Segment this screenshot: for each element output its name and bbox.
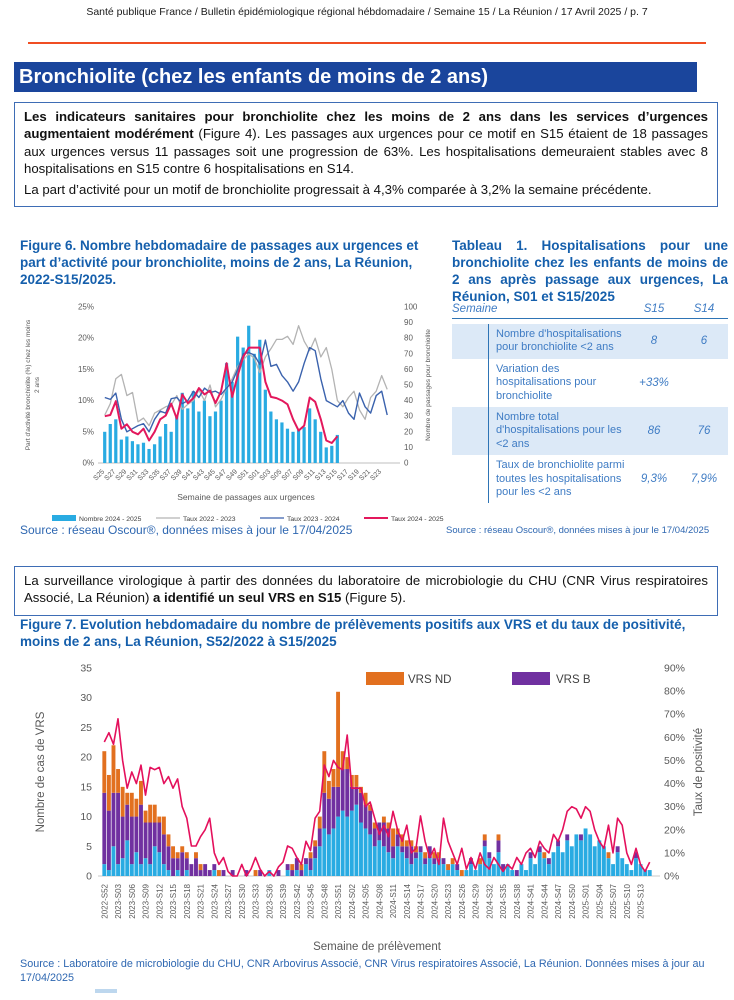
figure7-title: Figure 7. Evolution hebdomadaire du nombre de prélèvements positifs aux VRS et du taux de positivité, moins de 2 ans, La Réunion, S52/2022 à S15/2025 <box>20 617 686 650</box>
svg-text:2023-S12: 2023-S12 <box>155 884 165 919</box>
svg-text:35: 35 <box>80 662 92 675</box>
svg-text:2023-S03: 2023-S03 <box>114 884 124 919</box>
svg-text:Semaine de prélèvement: Semaine de prélèvement <box>313 941 441 953</box>
svg-text:2023-S27: 2023-S27 <box>224 884 234 919</box>
table-row <box>452 455 728 503</box>
svg-text:90%: 90% <box>664 662 686 675</box>
row-s15-value: 9,3% <box>640 473 668 486</box>
svg-text:2024-S38: 2024-S38 <box>512 884 522 919</box>
svg-text:20%: 20% <box>77 333 94 343</box>
table-row <box>452 324 728 359</box>
svg-text:2024-S14: 2024-S14 <box>402 884 412 919</box>
table-header-s14: S14 <box>693 303 715 315</box>
svg-text:2024-S20: 2024-S20 <box>430 884 440 919</box>
svg-text:2023-S30: 2023-S30 <box>237 884 247 919</box>
svg-text:S15: S15 <box>325 468 339 483</box>
svg-text:2025-S13: 2025-S13 <box>636 884 646 919</box>
svg-text:2024-S35: 2024-S35 <box>499 884 509 919</box>
svg-text:S21: S21 <box>358 468 373 483</box>
svg-text:2025-S01: 2025-S01 <box>581 884 591 919</box>
fig7-stacked-bars <box>102 692 651 876</box>
svg-text:0: 0 <box>404 458 409 468</box>
tableau1-title: Tableau 1. Hospitalisations pour une bronchiolite chez les enfants de moins de 2 ans après passage aux urgences, La Réunion, S01 et S15/2025 <box>452 238 728 305</box>
svg-text:S39: S39 <box>169 468 184 483</box>
svg-text:S29: S29 <box>114 468 129 483</box>
svg-text:40%: 40% <box>664 778 686 791</box>
svg-text:2024-S44: 2024-S44 <box>540 884 550 919</box>
svg-text:2023-S45: 2023-S45 <box>306 884 316 919</box>
svg-text:2024-S50: 2024-S50 <box>567 884 577 919</box>
svg-text:25: 25 <box>80 721 92 734</box>
svg-text:25%: 25% <box>77 302 94 312</box>
svg-text:S33: S33 <box>136 468 151 483</box>
svg-text:2023-S24: 2023-S24 <box>210 884 220 919</box>
svg-text:VRS ND: VRS ND <box>408 674 452 686</box>
row-s14-value: 6 <box>700 335 708 348</box>
row-s15-value: 86 <box>647 425 661 438</box>
row-label: Nombre d'hospitalisations pour bronchiolite <2 ans <box>488 324 628 359</box>
svg-text:2024-S05: 2024-S05 <box>361 884 371 919</box>
svg-text:S51: S51 <box>236 468 251 483</box>
svg-text:2023-S06: 2023-S06 <box>127 884 137 919</box>
svg-text:2024-S08: 2024-S08 <box>375 884 385 919</box>
svg-text:S25: S25 <box>92 468 107 483</box>
svg-text:S11: S11 <box>303 468 317 482</box>
row-s15-value: 8 <box>650 335 658 348</box>
svg-text:2024-S26: 2024-S26 <box>457 884 467 919</box>
figure6-svg <box>14 293 448 529</box>
svg-text:S19: S19 <box>347 468 361 483</box>
svg-text:10: 10 <box>80 811 92 824</box>
row-label: Nombre total d'hospitalisations pour les <2 ans <box>488 407 628 455</box>
svg-text:2024-S23: 2024-S23 <box>444 884 454 919</box>
svg-text:2025-S10: 2025-S10 <box>622 884 632 919</box>
svg-text:0%: 0% <box>664 870 680 883</box>
orange-divider <box>28 42 706 44</box>
svg-text:S37: S37 <box>158 468 173 483</box>
svg-text:15: 15 <box>80 781 92 794</box>
svg-text:2023-S48: 2023-S48 <box>320 884 330 919</box>
tableau1-source: Source : réseau Oscour®, données mises à jour le 17/04/2025 <box>446 525 710 536</box>
svg-text:60: 60 <box>404 364 413 374</box>
svg-text:2025-S07: 2025-S07 <box>609 884 619 919</box>
svg-text:10%: 10% <box>664 847 686 860</box>
virology-paragraph: La surveillance virologique à partir des données du laboratoire de microbiologie du CHU (CNR Virus respiratoires Associé, La Réunion) a identifié un seul VRS en S15 (Figure 5). <box>24 573 708 606</box>
row-label: Variation des hospitalisations pour bronchiolite <box>488 359 628 407</box>
svg-text:20: 20 <box>80 751 92 764</box>
svg-text:2024-S29: 2024-S29 <box>471 884 481 919</box>
svg-text:S35: S35 <box>147 468 162 483</box>
row-label: Taux de bronchiolite parmi toutes les hospitalisations pour les <2 ans <box>488 455 628 503</box>
svg-text:2024-S17: 2024-S17 <box>416 884 426 919</box>
virology-bold: a identifié un seul VRS en S15 <box>153 590 342 606</box>
svg-text:2023-S39: 2023-S39 <box>279 884 289 919</box>
svg-text:0%: 0% <box>82 458 94 468</box>
table-row <box>452 359 728 407</box>
svg-text:40: 40 <box>404 396 413 406</box>
svg-text:Taux 2024 - 2025: Taux 2024 - 2025 <box>391 516 444 523</box>
summary-paragraph-2: La part d’activité pour un motif de bronchiolite progressait à 4,3% comparée à 3,2% la semaine précédente. <box>24 181 652 197</box>
hospitalisations-table <box>452 303 728 503</box>
footer-mark <box>95 989 117 993</box>
svg-text:S41: S41 <box>181 468 195 483</box>
svg-text:Nombre de cas de VRS: Nombre de cas de VRS <box>35 711 47 833</box>
svg-text:15%: 15% <box>77 364 94 374</box>
svg-text:S45: S45 <box>203 468 217 483</box>
svg-text:2023-S42: 2023-S42 <box>292 884 302 919</box>
summary-rest: (Figure 4). Les passages aux urgences pour ce motif en S15 étaient de 18 passages aux urgences versus 11 passages soit une progression de 63%. Les hospitalisations demeuraient stables avec 8 hospitalisations en S15 contre 6 hospitalisations en S14. <box>24 126 709 177</box>
summary-bold: Les indicateurs sanitaires pour bronchiolite chez les moins de 2 ans dans les services d’urgences augmentaient modérément <box>24 109 708 142</box>
svg-text:100: 100 <box>404 302 418 312</box>
svg-text:VRS B: VRS B <box>556 674 591 686</box>
svg-text:20: 20 <box>404 427 413 437</box>
svg-text:10%: 10% <box>77 396 94 406</box>
svg-text:2023-S21: 2023-S21 <box>196 884 206 919</box>
svg-text:Nombre de passages pour bronch: Nombre de passages pour bronchiolite <box>425 329 432 441</box>
table-row <box>452 407 728 455</box>
svg-text:Part d'activité bronchiolite (: Part d'activité bronchiolite (%) chez les moins <box>25 319 32 451</box>
svg-text:5%: 5% <box>82 427 94 437</box>
svg-text:2023-S15: 2023-S15 <box>169 884 179 919</box>
virology-box <box>14 566 718 616</box>
summary-box <box>14 102 718 207</box>
figure7-source: Source : Laboratoire de microbiologie du CHU, CNR Arbovirus Associé, CNR Virus respiratoires Associé, La Réunion. Données mises à jour au 17/04/2025 <box>20 958 705 985</box>
row-s14-value: 7,9% <box>690 473 718 486</box>
svg-text:80%: 80% <box>664 685 686 698</box>
table-header-s15: S15 <box>643 303 665 315</box>
svg-text:S07: S07 <box>280 468 295 483</box>
figure7-svg <box>14 652 720 958</box>
svg-text:2023-S09: 2023-S09 <box>141 884 151 919</box>
svg-text:S31: S31 <box>125 468 140 483</box>
svg-text:Semaine de passages aux urgenc: Semaine de passages aux urgences <box>177 492 315 502</box>
svg-text:20%: 20% <box>664 824 686 837</box>
svg-text:10: 10 <box>404 442 413 452</box>
figure6-title: Figure 6. Nombre hebdomadaire de passages aux urgences et part d’activité pour bronchiolite, moins de 2 ans, La Réunion, 2022-S15/2025. <box>20 238 419 288</box>
svg-text:2024-S32: 2024-S32 <box>485 884 495 919</box>
figure6-chart <box>14 293 448 534</box>
svg-text:2024-S47: 2024-S47 <box>554 884 564 919</box>
figure7-chart <box>14 652 720 963</box>
section-title: Bronchiolite (chez les enfants de moins de 2 ans) <box>14 62 697 92</box>
svg-text:S43: S43 <box>192 468 206 483</box>
svg-text:30%: 30% <box>664 801 686 814</box>
svg-text:S47: S47 <box>214 468 229 483</box>
svg-text:S09: S09 <box>291 468 306 483</box>
figure6-source: Source : réseau Oscour®, données mises à jour le 17/04/2025 <box>20 523 353 537</box>
svg-text:2 ans: 2 ans <box>34 377 41 393</box>
svg-text:70%: 70% <box>664 708 686 721</box>
row-s15-value: +33% <box>639 376 669 389</box>
fig6-lines <box>105 326 387 443</box>
svg-text:S03: S03 <box>258 468 273 483</box>
svg-text:2023-S18: 2023-S18 <box>182 884 192 919</box>
svg-text:S17: S17 <box>336 468 350 483</box>
svg-text:S01: S01 <box>247 468 262 483</box>
page-header: Santé publique France / Bulletin épidémiologique régional hébdomadaire / Semaine 15 / La Réunion / 17 Avril 2025 / p. 7 <box>86 6 648 18</box>
svg-text:5: 5 <box>86 840 92 853</box>
summary-paragraph-1 <box>24 108 708 178</box>
svg-text:2023-S33: 2023-S33 <box>251 884 261 919</box>
row-s14-value: 76 <box>697 425 711 438</box>
svg-text:80: 80 <box>404 333 413 343</box>
svg-text:Taux 2023 - 2024: Taux 2023 - 2024 <box>287 516 340 523</box>
svg-text:2024-S11: 2024-S11 <box>389 884 399 919</box>
svg-text:S13: S13 <box>313 468 328 483</box>
svg-text:2022-S52: 2022-S52 <box>100 884 110 919</box>
table-header-semaine: Semaine <box>452 303 498 315</box>
svg-text:S05: S05 <box>269 468 284 483</box>
table-header-row <box>452 303 728 319</box>
svg-text:50: 50 <box>404 380 413 390</box>
svg-text:S27: S27 <box>103 468 118 483</box>
svg-text:50%: 50% <box>664 754 686 767</box>
svg-text:30: 30 <box>80 692 92 705</box>
svg-text:70: 70 <box>404 349 413 359</box>
svg-text:S49: S49 <box>225 468 240 483</box>
svg-text:90: 90 <box>404 318 413 328</box>
svg-text:Nombre 2024 - 2025: Nombre 2024 - 2025 <box>79 516 142 523</box>
svg-text:Taux de positivité: Taux de positivité <box>693 727 705 817</box>
svg-text:2024-S41: 2024-S41 <box>526 884 536 919</box>
svg-text:30: 30 <box>404 411 413 421</box>
svg-text:2023-S36: 2023-S36 <box>265 884 275 919</box>
svg-text:Taux 2022 - 2023: Taux 2022 - 2023 <box>183 516 236 523</box>
svg-text:0: 0 <box>86 870 92 883</box>
svg-text:S23: S23 <box>369 468 384 483</box>
svg-text:2023-S51: 2023-S51 <box>334 884 344 919</box>
svg-text:2025-S04: 2025-S04 <box>595 884 605 919</box>
svg-text:60%: 60% <box>664 731 686 744</box>
svg-text:2024-S02: 2024-S02 <box>347 884 357 919</box>
